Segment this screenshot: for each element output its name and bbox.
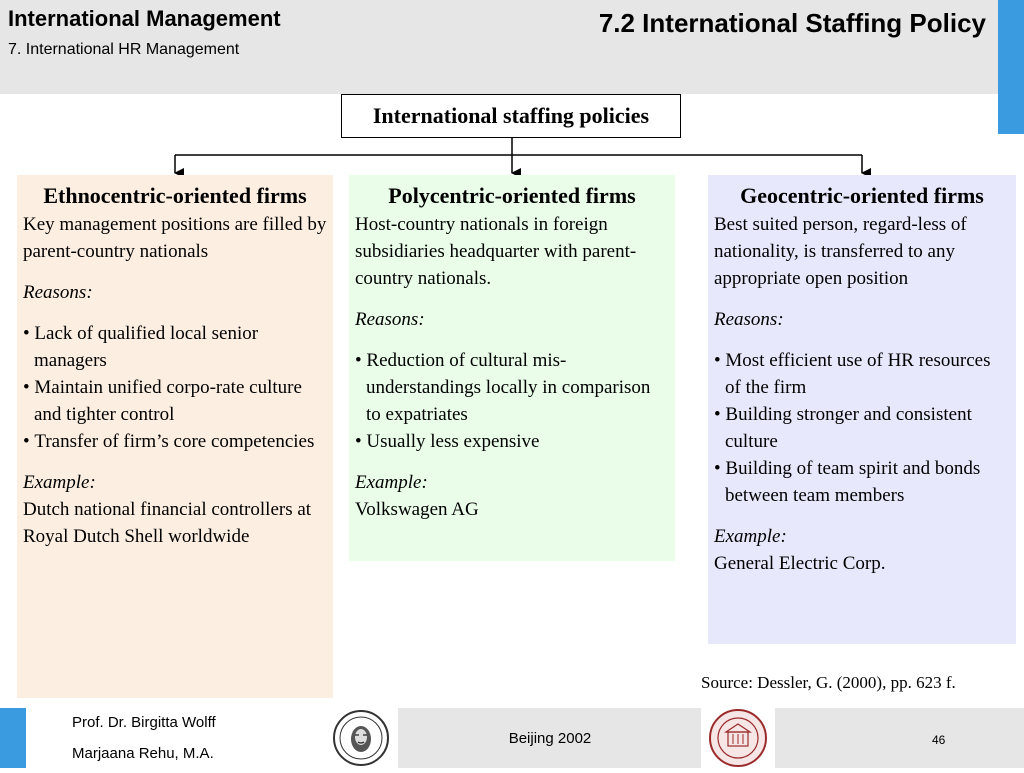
polycentric-description: Host-country nationals in foreign subsidiaries headquarter with parent-country nationals. (355, 214, 637, 289)
geocentric-box (708, 175, 1016, 644)
geocentric-reasons-label: Reasons: (714, 309, 784, 330)
footer-location-year: Beijing 2002 (508, 729, 592, 747)
ethnocentric-example: Dutch national financial controllers at Royal Dutch Shell worldwide (23, 499, 312, 547)
root-node: International staffing policies (341, 94, 681, 138)
connector-arrows (0, 0, 1024, 200)
polycentric-reason: • Usually less expensive (355, 428, 669, 455)
university-seal-portrait-icon (324, 708, 398, 768)
polycentric-example-label: Example: (355, 472, 428, 493)
polycentric-box (349, 175, 675, 561)
geocentric-title: Geocentric-oriented firms (740, 183, 984, 208)
ethnocentric-reason: • Lack of qualified local senior managers (23, 320, 327, 374)
ethnocentric-reason: • Maintain unified corpo-rate culture and tighter control (23, 374, 327, 428)
geocentric-reasons-list (714, 347, 1010, 509)
ethnocentric-title: Ethnocentric-oriented firms (43, 183, 307, 208)
ethnocentric-reason: • Transfer of firm’s core competencies (23, 428, 327, 455)
source-citation: Source: Dessler, G. (2000), pp. 623 f. (701, 673, 956, 692)
polycentric-example: Volkswagen AG (355, 499, 479, 520)
chapter-title: 7. International HR Management (8, 41, 240, 58)
footer-author-1: Prof. Dr. Birgitta Wolff (72, 714, 216, 731)
polycentric-reasons-label: Reasons: (355, 309, 425, 330)
beijing-normal-university-seal-icon (701, 708, 775, 768)
geocentric-example-label: Example: (714, 526, 787, 547)
geocentric-description: Best suited person, regard-less of nationality, is transferred to any appropriate open position (714, 214, 967, 289)
ethnocentric-reasons-list (23, 320, 327, 455)
course-title: International Management (8, 6, 281, 31)
geocentric-reason: • Most efficient use of HR resources of the firm (714, 347, 1010, 401)
ethnocentric-reasons-label: Reasons: (23, 282, 93, 303)
polycentric-reasons-list (355, 347, 669, 455)
footer-authors (26, 708, 324, 768)
geocentric-reason: • Building of team spirit and bonds between team members (714, 455, 1010, 509)
ethnocentric-description: Key management positions are filled by parent-country nationals (23, 214, 327, 262)
slide-title: 7.2 International Staffing Policy (598, 8, 986, 38)
geocentric-example: General Electric Corp. (714, 553, 886, 574)
polycentric-title: Polycentric-oriented firms (388, 183, 636, 208)
geocentric-reason: • Building stronger and consistent culture (714, 401, 1010, 455)
footer-author-2: Marjaana Rehu, M.A. (72, 745, 214, 762)
ethnocentric-box (17, 175, 333, 698)
page-number: 46 (932, 733, 946, 747)
footer-accent-bar (0, 708, 26, 768)
polycentric-reason: • Reduction of cultural mis-understandings locally in comparison to expatriates (355, 347, 669, 428)
ethnocentric-example-label: Example: (23, 472, 96, 493)
